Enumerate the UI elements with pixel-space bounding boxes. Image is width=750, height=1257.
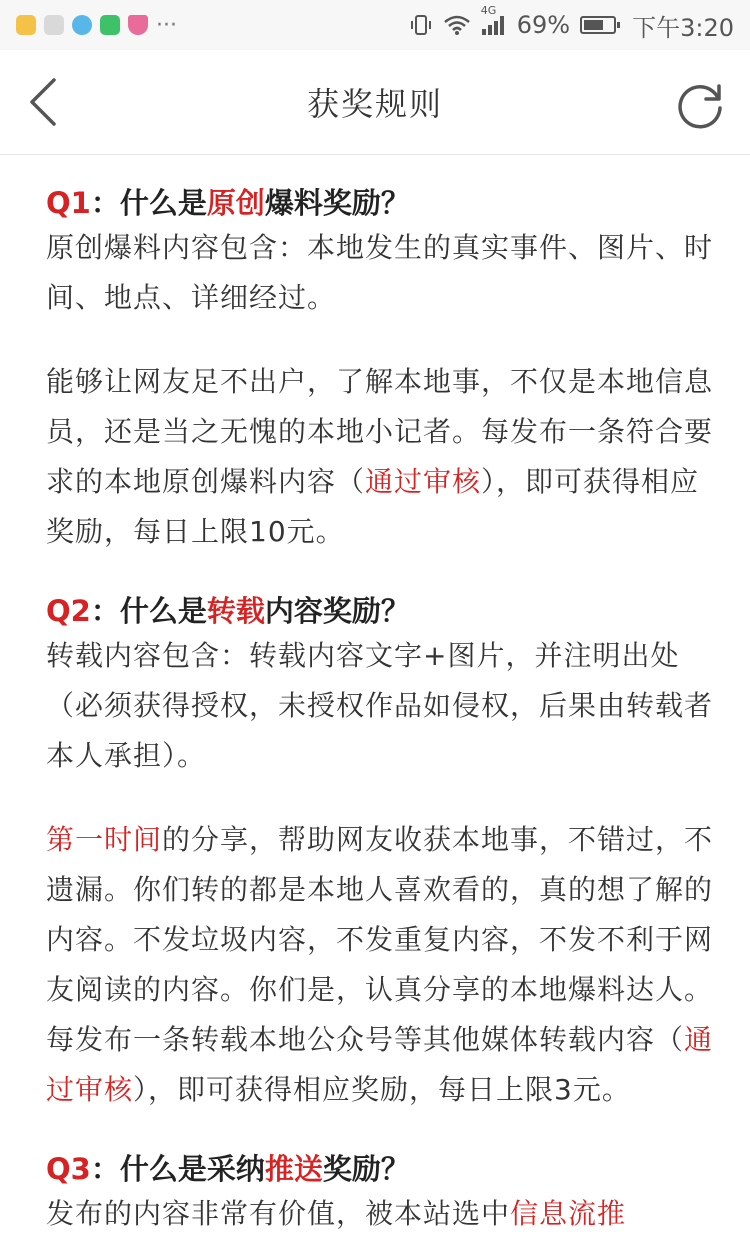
nav-bar xyxy=(0,50,750,155)
q1-title-suffix: 爆料奖励？ xyxy=(264,186,410,220)
boat-notification-icon xyxy=(128,15,148,35)
q3-title-plain: 采纳 xyxy=(206,1152,265,1186)
q2-title-prefix: ：什么是 xyxy=(90,594,207,628)
refresh-icon xyxy=(674,78,726,130)
signal-indicator xyxy=(480,4,507,36)
q1-p2-text: 能够让网友足不出户，了解本地事，不仅是本地信息员，还是当之无愧的本地小记者。每发布一条符合要求的本地原创爆料内容（ xyxy=(46,365,714,498)
status-bar xyxy=(0,0,750,50)
q1-title-prefix: ：什么是 xyxy=(90,186,207,220)
q2-paragraph-2 xyxy=(46,815,720,1115)
refresh-button[interactable] xyxy=(672,76,728,132)
wifi-icon xyxy=(443,14,471,36)
app-notification-icon xyxy=(16,15,36,35)
q2-paragraph-1: 转载内容包含：转载内容文字+图片，并注明出处（必须获得授权，未授权作品如侵权，后果由转载者本人承担）。 xyxy=(46,639,714,772)
q2-title xyxy=(46,591,720,631)
q2-p2-suffix: ），即可获得相应奖励，每日上限3元。 xyxy=(133,1073,631,1106)
back-button[interactable] xyxy=(18,76,68,128)
system-status xyxy=(409,4,734,43)
q1-number: Q1 xyxy=(46,186,91,220)
rules-content xyxy=(0,155,750,1239)
vibrate-icon xyxy=(409,13,433,37)
q2-p2-highlight-2: 通过审核 xyxy=(46,1023,714,1106)
battery-fill xyxy=(584,20,603,30)
q3-p1-text: 发布的内容非常有价值，被本站选中 xyxy=(46,1197,511,1230)
q1-paragraph-2 xyxy=(46,357,720,557)
q3-title xyxy=(46,1149,720,1189)
q2-title-highlight: 转载 xyxy=(206,594,265,628)
q2-p2-highlight-1: 第一时间 xyxy=(46,823,163,856)
battery-percent: 69% xyxy=(516,11,571,39)
q2-number: Q2 xyxy=(46,594,91,628)
chevron-left-icon xyxy=(26,77,60,127)
q1-p2-suffix: ），即可获得相应奖励，每日上限10元。 xyxy=(46,465,700,548)
battery-icon xyxy=(580,16,616,34)
q3-p1-highlight: 信息流推 xyxy=(510,1197,627,1230)
q1-paragraph-1: 原创爆料内容包含：本地发生的真实事件、图片、时间、地点、详细经过。 xyxy=(46,231,714,314)
signal-icon xyxy=(481,14,507,36)
q3-title-suffix: 奖励？ xyxy=(322,1152,410,1186)
notification-icons xyxy=(16,13,177,38)
page-title: 获奖规则 xyxy=(306,85,443,123)
q1-p2-highlight: 通过审核 xyxy=(365,465,482,498)
gallery-notification-icon xyxy=(44,15,64,35)
q2-p2-text: 的分享，帮助网友收获本地事，不错过，不遗漏。你们转的都是本地人喜欢看的，真的想了解的内容。不发垃圾内容，不发重复内容，不发不利于网友阅读的内容。你们是，认真分享的本地爆料达人。每发布一条转载本地公众号等其他媒体转载内容（ xyxy=(46,823,714,1056)
video-notification-icon xyxy=(100,15,120,35)
q3-title-prefix: ：什么是 xyxy=(90,1152,207,1186)
q3-paragraph-1 xyxy=(46,1189,720,1239)
q3-number: Q3 xyxy=(46,1152,91,1186)
browser-notification-icon xyxy=(72,15,92,35)
q3-title-highlight: 推送 xyxy=(264,1152,323,1186)
more-notifications-icon: ··· xyxy=(156,12,177,38)
q1-title-highlight: 原创 xyxy=(206,186,265,220)
q1-title xyxy=(46,183,720,223)
clock: 下午3:20 xyxy=(632,13,734,42)
network-type: 4G xyxy=(480,4,497,17)
q2-title-suffix: 内容奖励？ xyxy=(264,594,410,628)
